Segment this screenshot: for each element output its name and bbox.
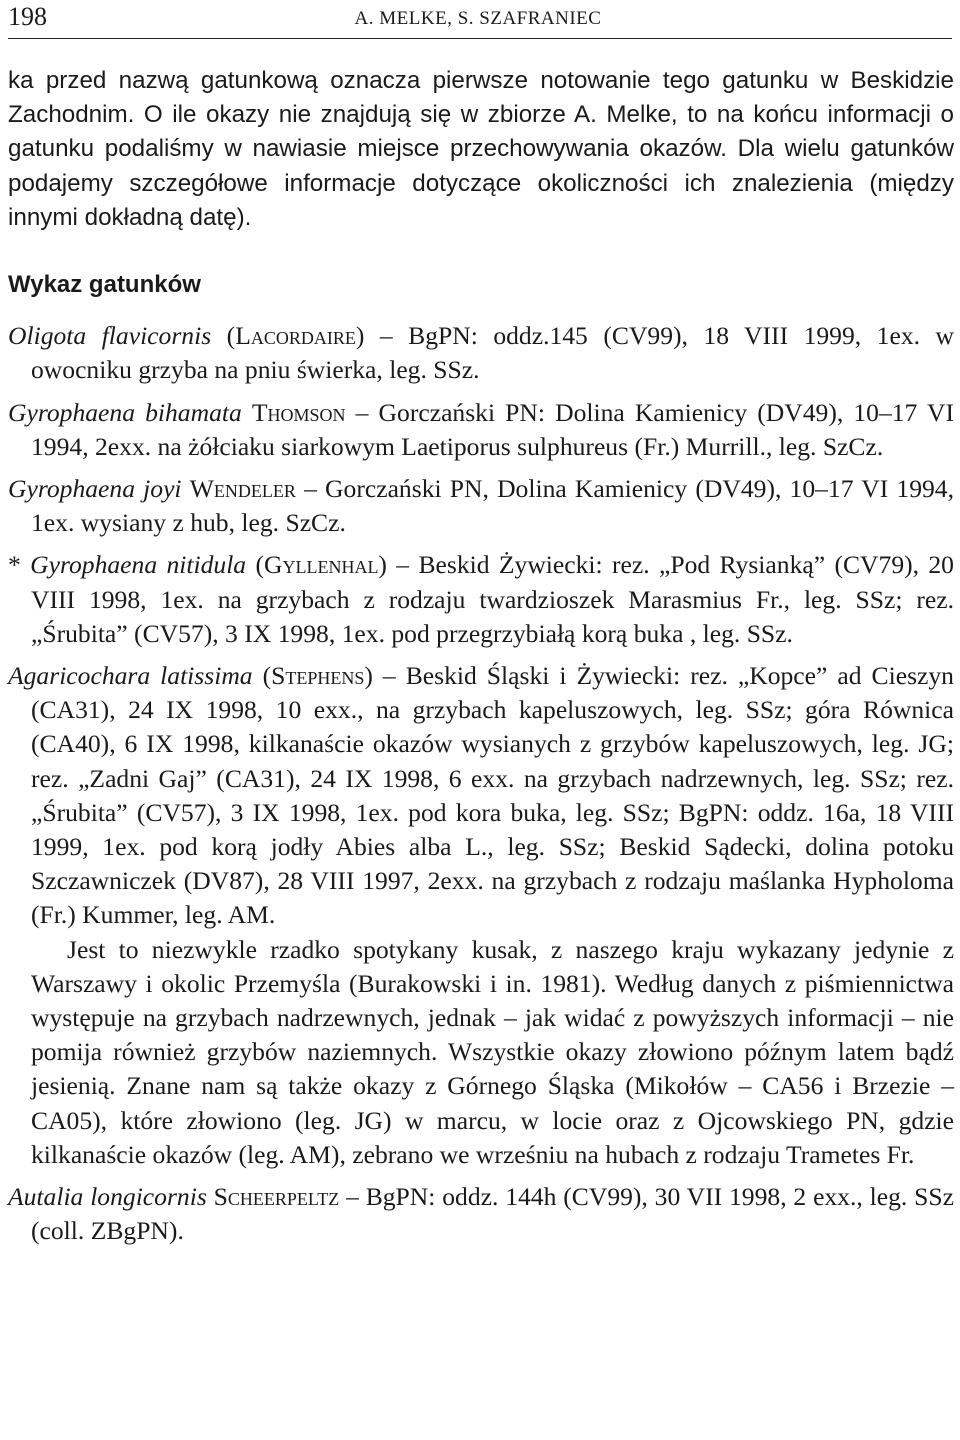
species-author: Thomson: [251, 397, 346, 427]
entry-text: – Beskid Śląski i Żywiecki: rez. „Kopce” ad Cieszyn (CA31), 24 IX 1998, 10 exx., na grzybach kapeluszowych, leg. SSz; góra Równica (CA40), 6 IX 1998, kilkanaście okazów wysianych z grzybów kapeluszowych, leg. JG; rez. „Zadni Gaj” (CA31), 24 IX 1998, 6 exx. na grzybach nadrzewnych, leg. SSz; rez. „Śrubita” (CV57), 3 IX 1998, 1ex. pod kora buka, leg. SSz; BgPN: oddz. 16a, 18 VIII 1999, 1ex. pod korą jodły Abies alba L., leg. SSz; Beskid Sądecki, dolina potoku Szczawniczek (DV87), 28 VIII 1997, 2exx. na grzybach z rodzaju maślanka Hypholoma (Fr.) Kummer, leg. AM.: [31, 661, 954, 930]
entry-text: – Gorczański PN, Dolina Kamienicy (DV49), 10–17 VI 1994, 1ex. wysiany z hub, leg. SzCz.: [31, 474, 955, 538]
entry-text: – BgPN: oddz.145 (CV99), 18 VIII 1999, 1ex. w owocniku grzyba na pniu świerka, leg. SSz.: [31, 321, 954, 385]
species-entry-5: [8, 659, 954, 933]
species-name: Autalia longicornis: [8, 1182, 207, 1212]
species-name: Gyrophaena nitidula: [30, 550, 247, 580]
entry-text: – Gorczański PN: Dolina Kamienicy (DV49), 10–17 VI 1994, 2exx. na żółciaku siarkowym Laetiporus sulphureus (Fr.) Murrill., leg. SzCz.: [31, 397, 954, 461]
section-heading: Wykaz gatunków: [8, 271, 201, 299]
species-author: (Lacordaire): [226, 321, 365, 351]
species-author: Scheerpeltz: [213, 1182, 340, 1212]
species-name: Agaricochara latissima: [8, 661, 253, 691]
entry-text: – BgPN: oddz. 144h (CV99), 30 VII 1998, 2 exx., leg. SSz (coll. ZBgPN).: [31, 1182, 954, 1246]
page-header: [8, 2, 948, 36]
new-record-marker: *: [8, 550, 31, 580]
species-name: Gyrophaena bihamata: [8, 397, 242, 427]
intro-paragraph: ka przed nazwą gatunkową oznacza pierwsze notowanie tego gatunku w Beskidzie Zachodnim. O ile okazy nie znajdują się w zbiorze A. Melke, to na końcu informacji o gatunku podaliśmy w nawiasie miejsce przechowywania okazów. Dla wielu gatunków podajemy szczegółowe informacje dotyczące okoliczności ich znalezienia (między innymi dokładną datę).: [8, 67, 954, 231]
species-author: (Gyllenhal): [255, 550, 387, 580]
body-text: [8, 64, 954, 1257]
running-head: A. MELKE, S. SZAFRANIEC: [354, 8, 602, 29]
species-entry-4: [8, 548, 954, 651]
species-entry-1: [8, 319, 954, 387]
species-name: Oligota flavicornis: [8, 321, 212, 351]
species-name: Gyrophaena joyi: [8, 474, 182, 504]
species-author: Wendeler: [189, 474, 296, 504]
entry-text: – Beskid Żywiecki: rez. „Pod Rysianką” (CV79), 20 VIII 1998, 1ex. na grzybach z rodzaju twardzioszek Marasmius Fr., leg. SSz; rez. „Śrubita” (CV57), 3 IX 1998, 1ex. pod przegrzybiałą korą buka , leg. SSz.: [31, 550, 954, 648]
page-number: 198: [8, 2, 47, 31]
header-rule: [8, 38, 952, 39]
species-entry-2: [8, 396, 954, 464]
species-entry-6: [8, 1180, 954, 1248]
species-entry-3: [8, 472, 954, 540]
species-author: (Stephens): [262, 661, 373, 691]
comment-paragraph: Jest to niezwykle rzadko spotykany kusak, z naszego kraju wykazany jedynie z Warszawy i okolic Przemyśla (Burakowski i in. 1981). Według danych z piśmiennictwa występuje na grzybach nadrzewnych, jednak – jak widać z powyższych informacji – nie pomija również grzybów naziemnych. Wszystkie okazy złowiono późnym latem bądź jesienią. Znane nam są także okazy z Górnego Śląska (Mikołów – CA56 i Brzezie – CA05), które złowiono (leg. JG) w marcu, w locie oraz z Ojcowskiego PN, gdzie kilkanaście okazów (leg. AM), zebrano we wrześniu na hubach z rodzaju Trametes Fr.: [31, 934, 954, 1169]
